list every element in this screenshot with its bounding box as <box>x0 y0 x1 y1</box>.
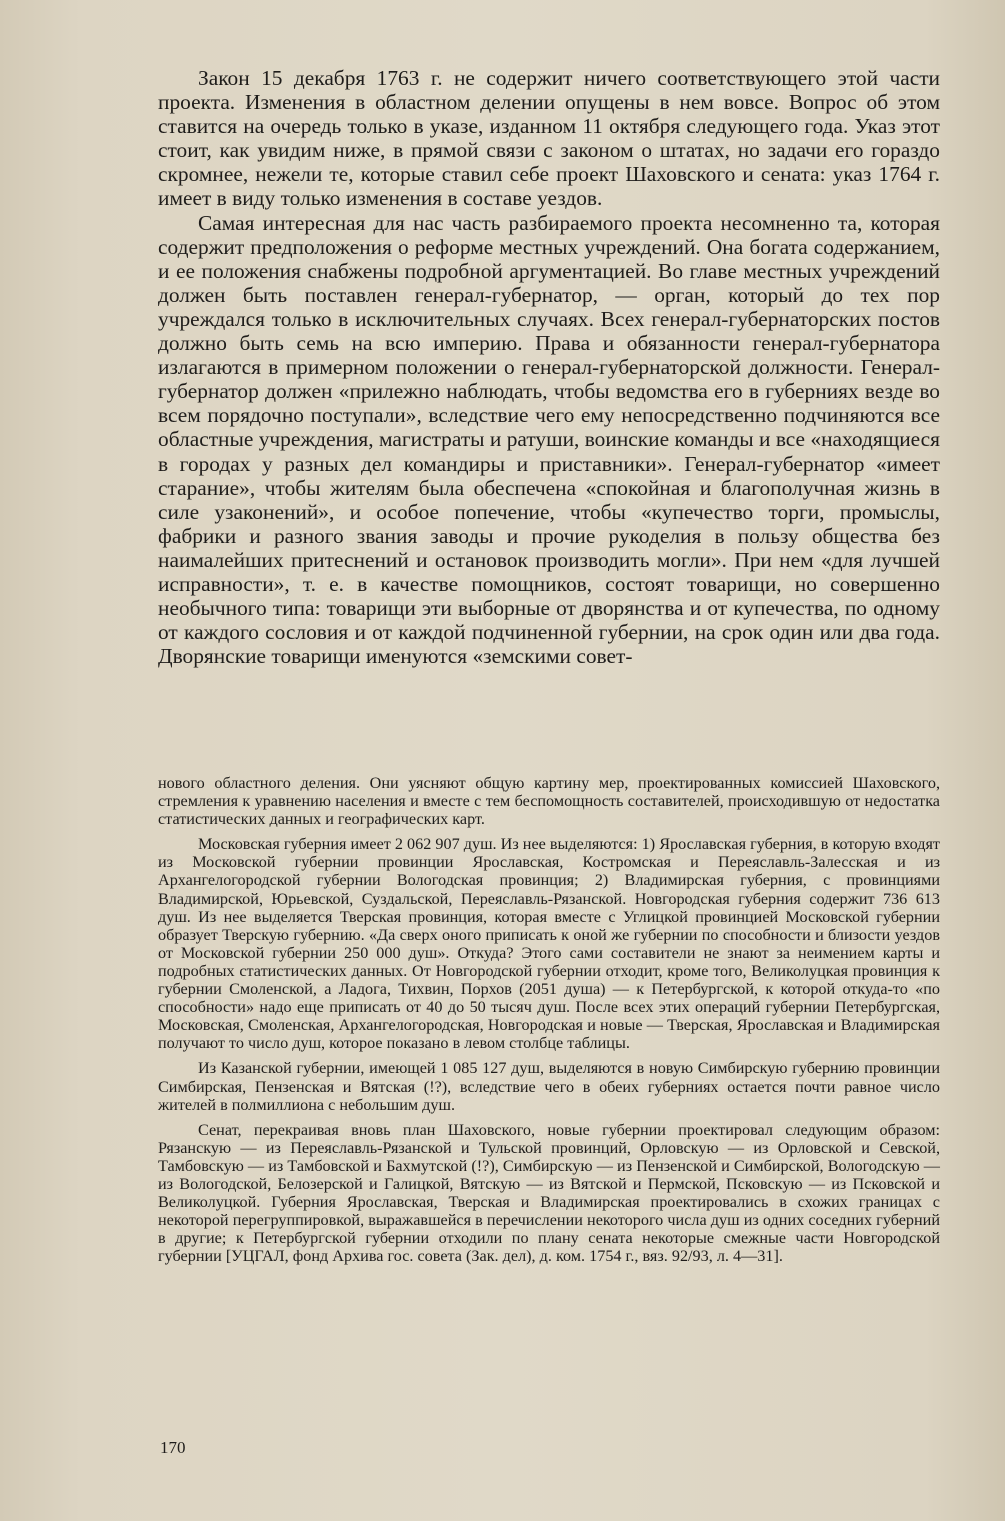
footnote-paragraph: Сенат, перекраивая вновь план Шаховского, новые губернии проектировал следующим образом: Рязанскую — из Переяславль-Рязанской и Тульской провинций, Орловскую — из Орловской и Севской, Тамбовскую — из Тамбовской и Бахмутской (!?), Симбирскую — из Пензенской и Симбирской, Вологодскую — из Вологодской, Белозерской и Галицкой, Вятскую — из Вятской и Пермской, Псковскую — из Псковской и Великолуцкой. Губерния Ярославская, Тверская и Владимирская проектировались в схожих границах с некоторой перегруппировкой, выражавшейся в перечислении некоторого числа душ из одних соседних губерний в другие; к Петербургской губернии отходили по плану сената некоторые смежные части Новгородской губернии [УЦГАЛ, фонд Архива гос. совета (Зак. дел), д. ком. 1754 г., вяз. 92/93, л. 4—31]. <box>158 1120 940 1266</box>
main-paragraph: Самая интересная для нас часть разбираемого проекта несомненно та, которая содержит предположения о реформе местных учреждений. Она богата содержанием, и ее положения снабжены подробной аргументацией. Во главе местных учреждений должен быть поставлен генерал-губернатор, — орган, который до тех пор учреждался только в исключительных случаях. Всех генерал-губернаторских постов должно быть семь на всю империю. Права и обязанности генерал-губернатора излагаются в примерном положении о генерал-губернаторской должности. Генерал-губернатор должен «прилежно наблюдать, чтобы ведомства его в губерниях везде во всем порядочно поступали», вследствие чего ему непосредственно подчиняются все областные учреждения, магистраты и ратуши, воинские команды и все «находящиеся в городах у разных дел командиры и приставники». Генерал-губернатор «имеет старание», чтобы жителям была обеспечена «спокойная и благополучная жизнь в силе узаконений», и особое попечение, чтобы «купечество торги, промыслы, фабрики и разного звания заводы и прочие рукоделия в пользу общества без наималейших притеснений и остановок производить могли». При нем «для лучшей исправности», т. е. в качестве помощников, состоят товарищи, но совершенно необычного типа: товарищи эти выборные от дворянства и от купечества, по одному от каждого сословия и от каждой подчиненной губернии, на срок один или два года. Дворянские товарищи именуются «земскими совет- <box>158 210 940 669</box>
footnotes <box>158 774 940 1272</box>
footnote-paragraph: нового областного деления. Они уясняют общую картину мер, проектированных комиссией Шаховского, стремления к уравнению населения и вместе с тем беспомощность составителей, происходившую от недостатка статистических данных и географических карт. <box>158 774 940 829</box>
footnote-paragraph: Из Казанской губернии, имеющей 1 085 127 душ, выделяются в новую Симбирскую губернию провинции Симбирская, Пензенская и Вятская (!?), вследствие чего в обеих губерниях остается почти равное число жителей в полмиллиона с небольшим душ. <box>158 1059 940 1114</box>
page-number: 170 <box>160 1438 186 1457</box>
main-paragraph: Закон 15 декабря 1763 г. не содержит ничего соответствующего этой части проекта. Изменения в областном делении опущены в нем вовсе. Вопрос об этом ставится на очередь только в указе, изданном 11 октября следующего года. Указ этот стоит, как увидим ниже, в прямой связи с законом о штатах, но задачи его гораздо скромнее, нежели те, которые ставил себе проект Шаховского и сената: указ 1764 г. имеет в виду только изменения в составе уездов. <box>158 66 940 211</box>
main-text <box>158 66 940 668</box>
footnote-paragraph: Московская губерния имеет 2 062 907 душ. Из нее выделяются: 1) Ярославская губерния, в которую входят из Московской губернии провинции Ярославская, Костромская и Переяславль-Залесская и из Архангелогородской губернии Вологодская провинция; 2) Владимирская губерния, с провинциями Владимирской, Юрьевской, Суздальской, Переяславль-Рязанской. Новгородская губерния содержит 736 613 душ. Из нее выделяется Тверская провинция, которая вместе с Углицкой провинцией Московской губернии образует Тверскую губернию. «Да сверх оного приписать к оной же губернии по способности и близости уездов от Московской губернии 250 000 душ». Откуда? Этого сами составители не знают за неимением карты и подробных статистических данных. От Новгородской губернии отходит, кроме того, Великолуцкая провинция к губернии Смоленской, а Ладога, Тихвин, Порхов (2051 душа) — к Петербургской, к которой откуда-то «по способности» надо еще приписать от 40 до 50 тысяч душ. После всех этих операций губернии Петербургская, Московская, Смоленская, Архангелогородская, Новгородская и новые — Тверская, Ярославская и Владимирская получают то число душ, которое показано в левом столбце таблицы. <box>158 835 940 1053</box>
